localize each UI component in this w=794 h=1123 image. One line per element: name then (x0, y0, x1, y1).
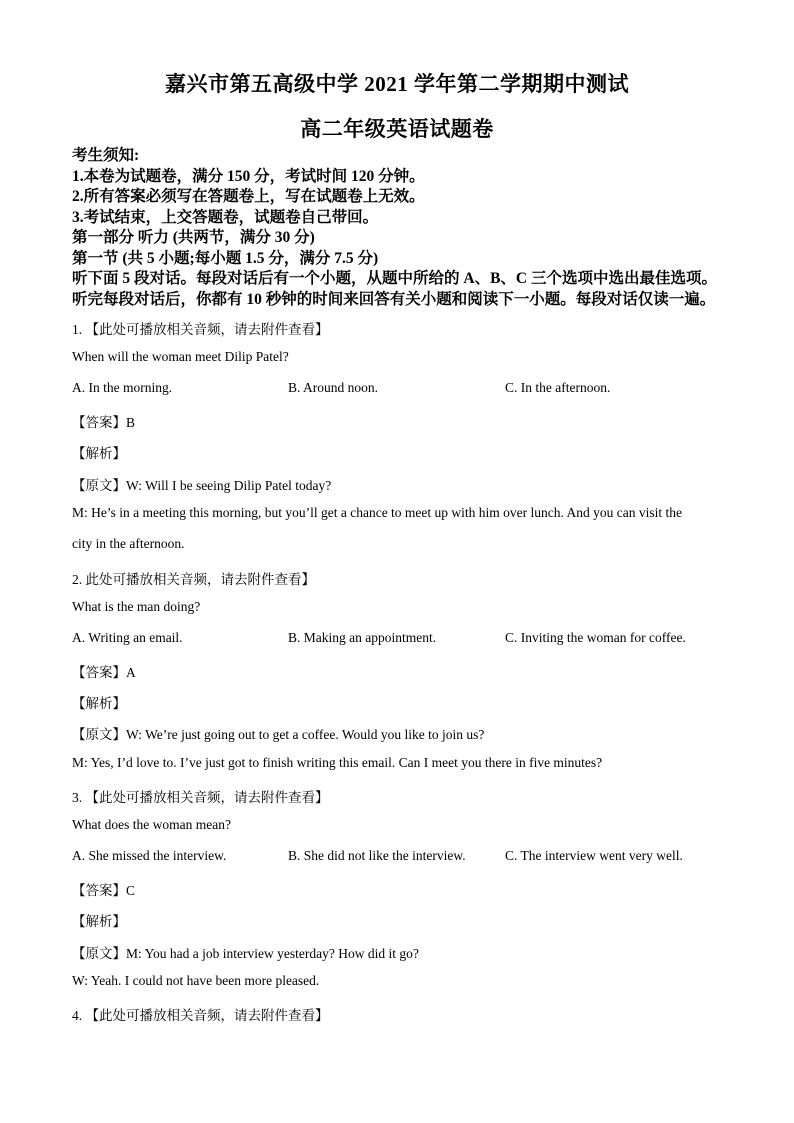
option-a: A. In the morning. (72, 380, 173, 395)
option-a: A. Writing an email. (72, 630, 183, 645)
listening-instruction: 听下面 5 段对话。每段对话后有一个小题，从题中所给的 A、B、C 三个选项中选出最佳选项。 (72, 270, 717, 287)
transcript-line: M: Yes, I’d love to. I’ve just got to finish writing this email. Can I meet you there in five minutes? (72, 755, 603, 770)
question-text: What is the man doing? (72, 599, 201, 614)
transcript-line: 【原文】W: We’re just going out to get a coffee. Would you like to join us? (72, 727, 485, 742)
question-header[interactable]: 1. 【此处可播放相关音频，请去附件查看】 (72, 322, 329, 337)
exam-subtitle: 高二年级英语试题卷 (300, 117, 494, 141)
transcript-line: W: Yeah. I could not have been more pleased. (72, 973, 320, 988)
question-text: What does the woman mean? (72, 817, 231, 832)
analysis-label: 【解析】 (72, 446, 126, 461)
subsection-heading: 第一节 (共 5 小题;每小题 1.5 分，满分 7.5 分) (72, 249, 379, 267)
option-c: C. In the afternoon. (505, 380, 611, 395)
exam-title: 嘉兴市第五高级中学 2021 学年第二学期期中测试 (165, 72, 629, 96)
transcript-line: city in the afternoon. (72, 536, 185, 551)
exam-instructions (72, 146, 752, 310)
option-b: B. She did not like the interview. (288, 848, 466, 863)
option-c: C. The interview went very well. (505, 848, 683, 863)
notice-line: 2.所有答案必须写在答题卷上，写在试题卷上无效。 (72, 188, 425, 205)
transcript-line: M: He’s in a meeting this morning, but you’ll get a chance to meet up with him over lunch. And you can visit the (72, 505, 683, 520)
option-c: C. Inviting the woman for coffee. (505, 630, 686, 645)
section-heading: 第一部分 听力 (共两节，满分 30 分) (72, 229, 315, 246)
option-a: A. She missed the interview. (72, 848, 227, 863)
notice-line: 1.本卷为试题卷，满分 150 分，考试时间 120 分钟。 (72, 167, 425, 185)
question-text: When will the woman meet Dilip Patel? (72, 349, 289, 364)
answer-label: 【答案】A (72, 665, 136, 680)
option-b: B. Around noon. (288, 380, 379, 395)
listening-instruction: 听完每段对话后，你都有 10 秒钟的时间来回答有关小题和阅读下一小题。每段对话仅读一遍。 (72, 290, 716, 308)
answer-label: 【答案】C (72, 883, 136, 898)
analysis-label: 【解析】 (72, 914, 126, 929)
answer-label: 【答案】B (72, 415, 136, 430)
notice-line: 3.考试结束，上交答题卷，试题卷自己带回。 (72, 208, 379, 226)
question-header[interactable]: 2. 此处可播放相关音频，请去附件查看】 (72, 572, 315, 587)
transcript-line: 【原文】W: Will I be seeing Dilip Patel today? (72, 478, 332, 493)
analysis-label: 【解析】 (72, 696, 126, 711)
question-header[interactable]: 4. 【此处可播放相关音频，请去附件查看】 (72, 1008, 329, 1023)
question-header[interactable]: 3. 【此处可播放相关音频，请去附件查看】 (72, 790, 329, 805)
transcript-line: 【原文】M: You had a job interview yesterday? How did it go? (72, 946, 419, 961)
option-b: B. Making an appointment. (288, 630, 437, 645)
notice-line: 考生须知: (72, 147, 140, 164)
